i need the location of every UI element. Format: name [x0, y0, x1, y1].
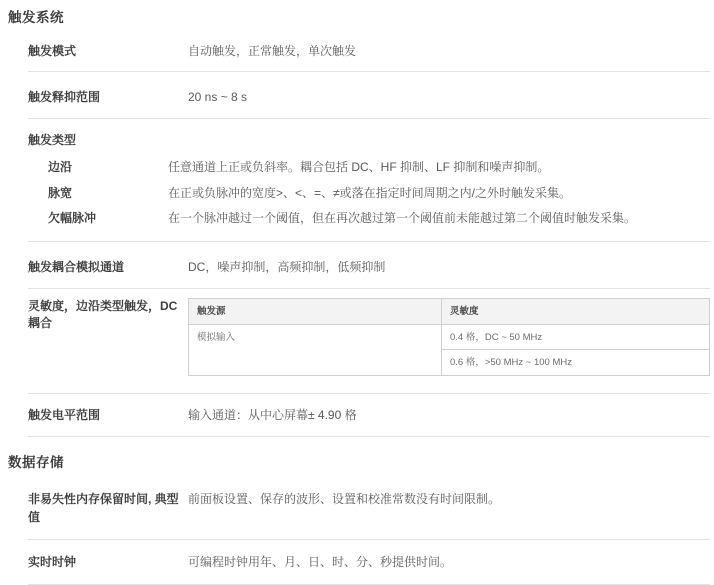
trigger-system-rows — [28, 26, 710, 437]
spec-subrow-runt — [28, 206, 710, 231]
sensitivity-table-cell-value-1: 0.4 格，DC ~ 50 MHz — [442, 324, 710, 350]
spec-label-pulse-width: 脉宽 — [48, 185, 73, 200]
spec-subrow-edge — [28, 155, 710, 180]
spec-row-holdoff-range — [28, 72, 710, 118]
sensitivity-table-header-source: 触发源 — [189, 298, 442, 324]
spec-label-nonvolatile: 非易失性内存保留时间, 典型值 — [28, 492, 179, 524]
spec-value-pulse-width: 在正或负脉冲的宽度>、<、=、≠或落在指定时间周期之内/之外时触发采集。 — [168, 185, 571, 200]
spec-value-trigger-mode: 自动触发，正常触发，单次触发 — [188, 44, 357, 58]
spec-value-nonvolatile: 前面板设置、保存的波形、设置和校准常数没有时间限制。 — [188, 492, 501, 507]
spec-label-trigger-mode: 触发模式 — [28, 44, 77, 58]
spec-row-trigger-mode — [28, 26, 710, 72]
spec-label-sensitivity: 灵敏度，边沿类型触发，DC 耦合 — [28, 298, 178, 331]
spec-group-trigger-types — [28, 119, 710, 243]
spec-row-sensitivity — [28, 289, 710, 394]
spec-value-level-range: 输入通道：从中心屏幕± 4.90 格 — [188, 408, 357, 423]
spec-value-runt: 在一个脉冲越过一个阈值，但在再次越过第一个阈值前未能越过第二个阈值时触发采集。 — [168, 210, 637, 225]
spec-label-runt: 欠幅脉冲 — [48, 210, 97, 225]
section-title-data-storage: 数据存储 — [8, 455, 64, 471]
spec-row-nonvolatile — [28, 471, 710, 540]
spec-value-rtc: 可编程时钟用年、月、日、时、分、秒提供时间。 — [188, 555, 453, 570]
spec-subrow-pulse-width — [28, 181, 710, 206]
sensitivity-table-cell-value-2: 0.6 格，>50 MHz ~ 100 MHz — [442, 350, 710, 376]
data-storage-rows — [28, 471, 710, 584]
sensitivity-table-cell-source: 模拟输入 — [189, 324, 442, 376]
spec-row-rtc — [28, 540, 710, 584]
sensitivity-table — [188, 298, 710, 376]
sensitivity-table-header-row — [189, 298, 710, 324]
spec-label-holdoff-range: 触发释抑范围 — [28, 90, 101, 105]
spec-label-rtc: 实时时钟 — [28, 555, 77, 570]
spec-row-coupling — [28, 242, 710, 288]
spec-value-holdoff-range: 20 ns ~ 8 s — [188, 90, 248, 105]
section-trigger-system — [8, 6, 712, 437]
spec-label-coupling: 触发耦合模拟通道 — [28, 260, 125, 275]
spec-value-sensitivity — [188, 298, 710, 376]
spec-label-edge: 边沿 — [48, 160, 73, 175]
spec-value-coupling: DC，噪声抑制，高频抑制，低频抑制 — [188, 260, 386, 275]
spec-label-level-range: 触发电平范围 — [28, 408, 101, 423]
spec-value-edge: 任意通道上正或负斜率。耦合包括 DC、HF 抑制、LF 抑制和噪声抑制。 — [168, 160, 550, 175]
section-data-storage — [8, 451, 712, 584]
spec-row-level-range — [28, 394, 710, 437]
section-title-trigger-system: 触发系统 — [8, 10, 64, 25]
spec-label-trigger-types: 触发类型 — [28, 132, 77, 147]
sensitivity-table-header-sensitivity: 灵敏度 — [442, 298, 710, 324]
table-row — [189, 324, 710, 350]
